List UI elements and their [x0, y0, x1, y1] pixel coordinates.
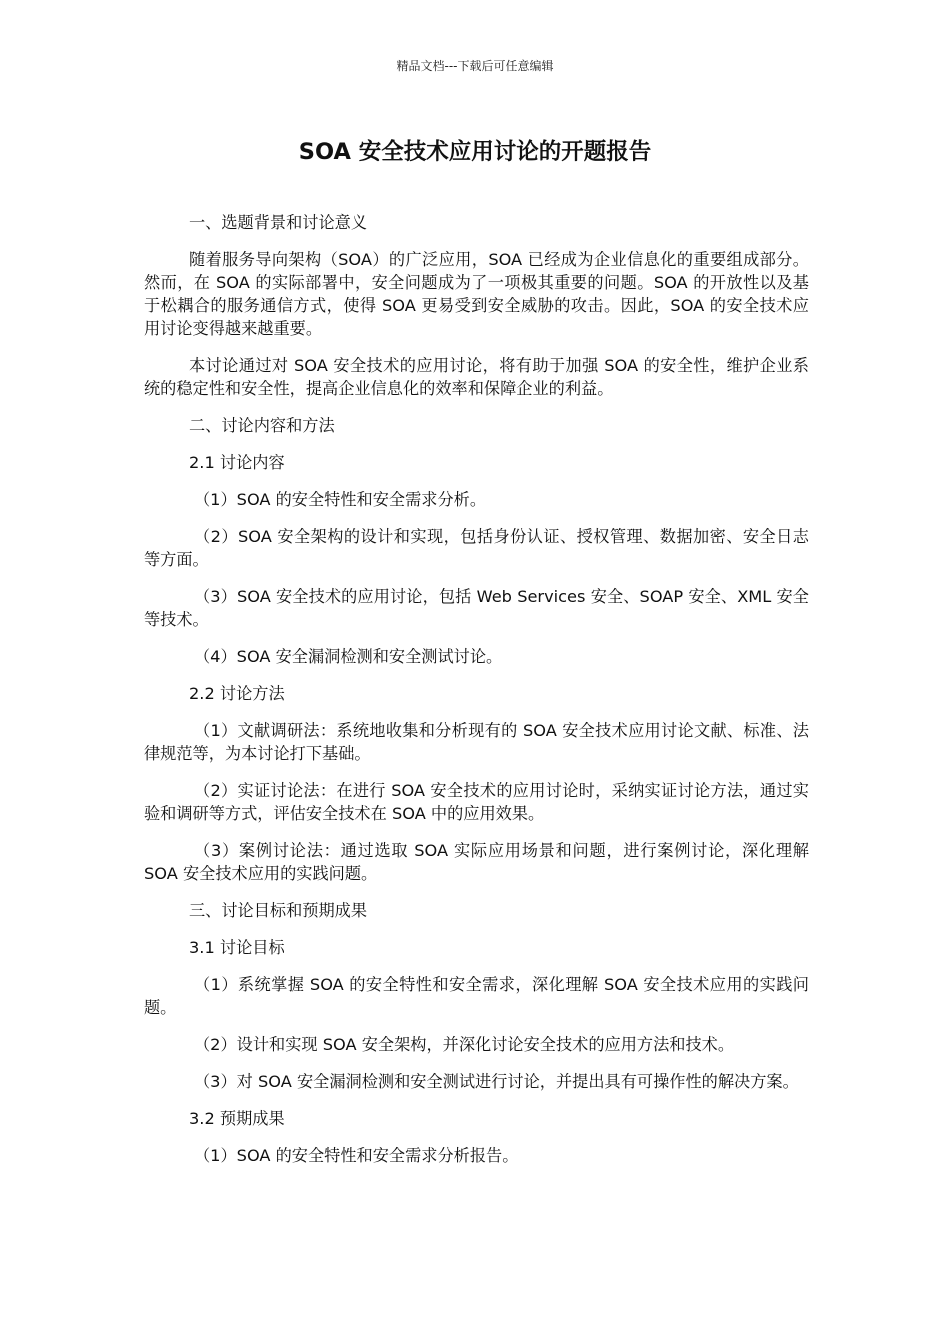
list-item: （1）SOA 的安全特性和安全需求分析。 [194, 490, 487, 509]
body-paragraph: 随着服务导向架构（SOA）的广泛应用，SOA 已经成为企业信息化的重要组成部分。然而，在 SOA 的实际部署中，安全问题成为了一项极其重要的问题。SOA 的开放性以及基于松耦合的服务通信方式，使得 SOA 更易受到安全威胁的攻击。因此，SOA 的安全技术应用讨论变得越来越重要。 [144, 250, 809, 338]
list-item: （3）对 SOA 安全漏洞检测和安全测试进行讨论，并提出具有可操作性的解决方案。 [194, 1072, 799, 1091]
subsection-heading-2-1: 2.1 讨论内容 [189, 453, 285, 472]
section-heading-3: 三、讨论目标和预期成果 [189, 901, 368, 920]
subsection-heading-3-2: 3.2 预期成果 [189, 1109, 285, 1128]
section-heading-1: 一、选题背景和讨论意义 [189, 213, 368, 232]
page-header: 精品文档---下载后可任意编辑 [396, 59, 554, 73]
list-item: （2）SOA 安全架构的设计和实现，包括身份认证、授权管理、数据加密、安全日志等方面。 [144, 527, 809, 569]
list-item: （3）案例讨论法：通过选取 SOA 实际应用场景和问题，进行案例讨论，深化理解 SOA 安全技术应用的实践问题。 [144, 841, 809, 883]
list-item: （2）实证讨论法：在进行 SOA 安全技术的应用讨论时，采纳实证讨论方法，通过实验和调研等方式，评估安全技术在 SOA 中的应用效果。 [144, 781, 809, 823]
list-item: （1）系统掌握 SOA 的安全特性和安全需求，深化理解 SOA 安全技术应用的实践问题。 [144, 975, 809, 1017]
list-item: （4）SOA 安全漏洞检测和安全测试讨论。 [194, 647, 503, 666]
document-body [144, 211, 809, 1181]
document-title: SOA 安全技术应用讨论的开题报告 [298, 139, 652, 165]
subsection-heading-2-2: 2.2 讨论方法 [189, 684, 285, 703]
section-heading-2: 二、讨论内容和方法 [189, 416, 335, 435]
list-item: （2）设计和实现 SOA 安全架构，并深化讨论安全技术的应用方法和技术。 [194, 1035, 735, 1054]
list-item: （3）SOA 安全技术的应用讨论，包括 Web Services 安全、SOAP 安全、XML 安全等技术。 [144, 587, 809, 629]
subsection-heading-3-1: 3.1 讨论目标 [189, 938, 285, 957]
list-item: （1）SOA 的安全特性和安全需求分析报告。 [194, 1146, 519, 1165]
body-paragraph: 本讨论通过对 SOA 安全技术的应用讨论，将有助于加强 SOA 的安全性，维护企业系统的稳定性和安全性，提高企业信息化的效率和保障企业的利益。 [144, 356, 809, 398]
list-item: （1）文献调研法：系统地收集和分析现有的 SOA 安全技术应用讨论文献、标准、法律规范等，为本讨论打下基础。 [144, 721, 809, 763]
